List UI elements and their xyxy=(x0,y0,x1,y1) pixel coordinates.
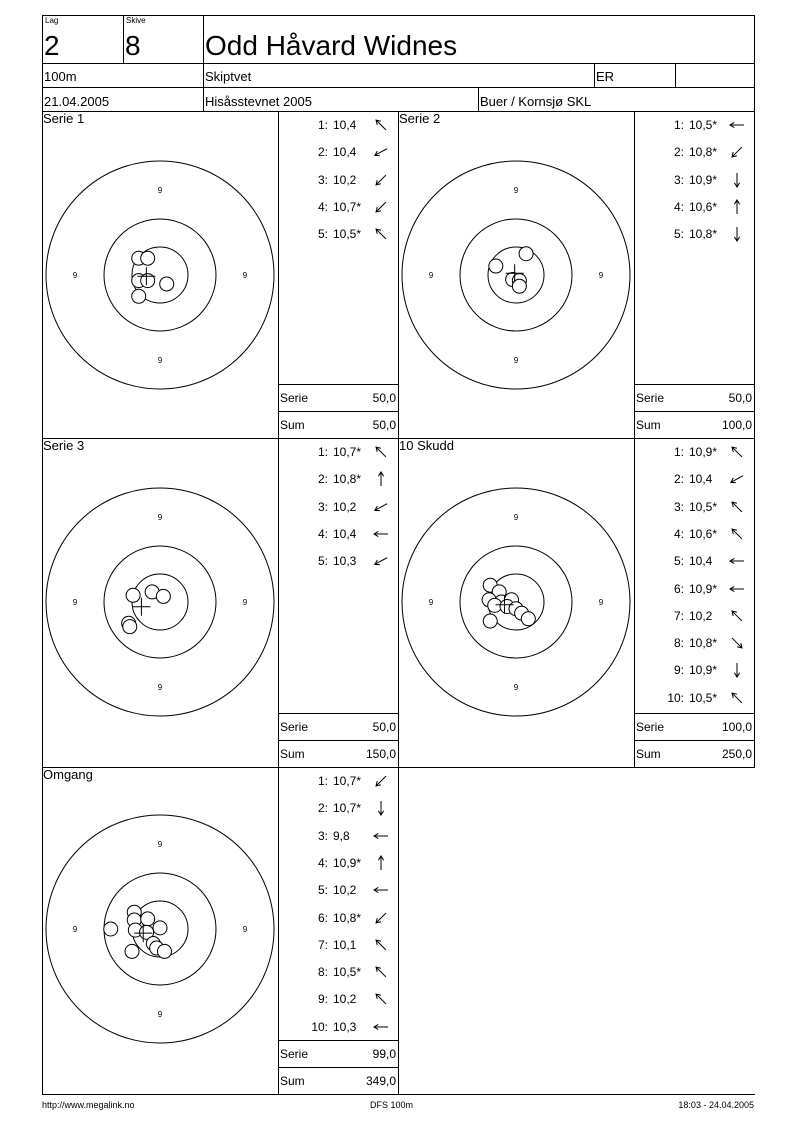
shot-score: 10,2 xyxy=(689,608,713,623)
shot-direction-arrow-icon xyxy=(371,226,391,242)
footer-timestamp: 18:03 - 24.04.2005 xyxy=(678,1100,754,1110)
sum-value: 250,0 xyxy=(721,747,752,761)
shot-number: 5: xyxy=(317,227,328,242)
shot-score: 10,8* xyxy=(689,227,718,242)
shot-hole xyxy=(104,922,118,936)
shot-direction-arrow-icon xyxy=(371,444,391,460)
shot-direction-arrow-icon xyxy=(371,800,391,816)
ring-label: 9 xyxy=(513,186,519,195)
shot-direction-arrow-icon xyxy=(727,144,747,160)
shot-direction-arrow-icon xyxy=(727,499,747,515)
shot-score: 10,9* xyxy=(689,172,718,187)
lag-value: 2 xyxy=(44,30,60,61)
sum-label: Sum xyxy=(636,418,661,432)
shot-score: 10,6* xyxy=(689,526,718,541)
shot-number: 2: xyxy=(673,472,684,487)
shot-direction-arrow-icon xyxy=(371,910,391,926)
ring-label: 9 xyxy=(598,271,604,280)
shot-hole xyxy=(519,247,533,261)
shot-score: 9,8 xyxy=(333,828,350,843)
shot-direction-arrow-icon xyxy=(727,581,747,597)
skive-label: Skive xyxy=(126,16,146,25)
shot-number: 3: xyxy=(673,172,684,187)
shot-score: 10,8* xyxy=(689,145,718,160)
shot-direction-arrow-icon xyxy=(371,964,391,980)
shot-number: 7: xyxy=(317,937,328,952)
shot-direction-arrow-icon xyxy=(371,117,391,133)
shot-direction-arrow-icon xyxy=(727,690,747,706)
shot-hole xyxy=(126,588,140,602)
shot-number: 3: xyxy=(673,499,684,514)
sum-value: 100,0 xyxy=(721,418,752,432)
shot-direction-arrow-icon xyxy=(371,1019,391,1035)
shot-number: 2: xyxy=(673,145,684,160)
shot-number: 9: xyxy=(317,992,328,1007)
shot-score: 10,5* xyxy=(689,118,718,132)
sum-label: Sum xyxy=(280,1074,305,1088)
shot-number: 4: xyxy=(673,526,684,541)
shot-score: 10,3 xyxy=(333,1019,357,1034)
sum-value: 150,0 xyxy=(365,747,396,761)
shot-score: 10,4 xyxy=(333,526,357,541)
ring-label: 9 xyxy=(157,186,163,195)
panel-title: Serie 2 xyxy=(399,111,441,126)
shot-hole xyxy=(489,259,503,273)
serie-value: 99,0 xyxy=(372,1047,396,1061)
shot-number: 3: xyxy=(317,499,328,514)
shot-score: 10,5* xyxy=(333,227,362,242)
sum-value: 349,0 xyxy=(365,1074,396,1088)
shot-number: 1: xyxy=(673,118,684,132)
shot-direction-arrow-icon xyxy=(727,226,747,242)
shot-number: 4: xyxy=(317,526,328,541)
shot-number: 8: xyxy=(317,965,328,980)
ring-label: 9 xyxy=(513,356,519,365)
shot-number: 1: xyxy=(317,118,328,132)
shot-score: 10,7* xyxy=(333,801,362,816)
ring-label: 9 xyxy=(72,925,78,934)
shot-score: 10,2 xyxy=(333,172,357,187)
shot-direction-arrow-icon xyxy=(371,499,391,515)
shot-direction-arrow-icon xyxy=(371,828,391,844)
serie-value: 50,0 xyxy=(372,391,396,405)
shot-score: 10,8* xyxy=(689,636,718,651)
serie-value: 50,0 xyxy=(372,720,396,734)
shot-score: 10,9* xyxy=(689,663,718,678)
footer-url: http://www.megalink.no xyxy=(42,1100,135,1110)
shot-score: 10,2 xyxy=(333,992,357,1007)
serie-value: 50,0 xyxy=(728,391,752,405)
shot-number: 10: xyxy=(667,690,684,705)
shot-score: 10,7* xyxy=(333,199,362,214)
ring-label: 9 xyxy=(157,683,163,692)
shot-number: 3: xyxy=(317,828,328,843)
ring-label: 9 xyxy=(428,271,434,280)
shot-score: 10,4 xyxy=(689,472,713,487)
shot-direction-arrow-icon xyxy=(727,199,747,215)
ring-label: 9 xyxy=(513,683,519,692)
shooting-target xyxy=(40,482,280,722)
shot-score: 10,2 xyxy=(333,499,357,514)
shot-hole xyxy=(483,614,497,628)
shot-hole xyxy=(157,944,171,958)
shot-direction-arrow-icon xyxy=(371,144,391,160)
serie-value: 100,0 xyxy=(721,720,752,734)
panel-title: Omgang xyxy=(43,767,93,782)
ring-label: 9 xyxy=(428,598,434,607)
shot-direction-arrow-icon xyxy=(371,526,391,542)
shot-score: 10,4 xyxy=(333,145,357,160)
event-name: Hisåsstevnet 2005 xyxy=(205,94,312,109)
shot-number: 5: xyxy=(673,554,684,569)
shot-hole xyxy=(141,912,155,926)
shot-number: 7: xyxy=(673,608,684,623)
shot-direction-arrow-icon xyxy=(371,937,391,953)
shot-hole xyxy=(488,598,502,612)
shot-score: 10,6* xyxy=(689,199,718,214)
shooting-target xyxy=(396,482,636,722)
shot-score: 10,9* xyxy=(689,581,718,596)
shot-number: 5: xyxy=(317,883,328,898)
shot-direction-arrow-icon xyxy=(727,172,747,188)
shot-direction-arrow-icon xyxy=(727,635,747,651)
shot-number: 8: xyxy=(673,636,684,651)
shot-direction-arrow-icon xyxy=(371,471,391,487)
shot-score: 10,4 xyxy=(689,554,713,569)
shot-hole xyxy=(160,277,174,291)
shot-direction-arrow-icon xyxy=(727,608,747,624)
shooting-target xyxy=(40,809,280,1049)
ring-label: 9 xyxy=(242,925,248,934)
target-ring xyxy=(46,161,274,389)
shot-score: 10,5* xyxy=(689,499,718,514)
shot-hole xyxy=(123,620,137,634)
shot-number: 5: xyxy=(317,554,328,569)
skive-value: 8 xyxy=(125,30,141,61)
shot-number: 3: xyxy=(317,172,328,187)
target-ring xyxy=(104,219,216,331)
shot-direction-arrow-icon xyxy=(727,444,747,460)
shot-number: 1: xyxy=(673,445,684,459)
shot-score: 10,4 xyxy=(333,118,357,132)
ring-label: 9 xyxy=(242,598,248,607)
shot-number: 4: xyxy=(317,199,328,214)
shot-score: 10,5* xyxy=(689,690,718,705)
serie-label: Serie xyxy=(636,391,665,405)
serie-label: Serie xyxy=(280,720,309,734)
club-place: Skiptvet xyxy=(205,69,252,84)
ring-label: 9 xyxy=(72,271,78,280)
shooting-target xyxy=(396,155,636,395)
ring-label: 9 xyxy=(157,513,163,522)
shot-score: 10,9* xyxy=(689,445,718,459)
shot-hole xyxy=(141,251,155,265)
shot-number: 2: xyxy=(317,472,328,487)
panel-title: Serie 1 xyxy=(43,111,85,126)
shot-direction-arrow-icon xyxy=(371,553,391,569)
ring-label: 9 xyxy=(242,271,248,280)
ring-label: 9 xyxy=(157,1010,163,1019)
ring-label: 9 xyxy=(157,840,163,849)
ring-label: 9 xyxy=(598,598,604,607)
shot-score: 10,2 xyxy=(333,883,357,898)
page-bottom-rule xyxy=(42,1094,755,1095)
sum-label: Sum xyxy=(280,747,305,761)
shot-number: 4: xyxy=(317,855,328,870)
shot-number: 6: xyxy=(673,581,684,596)
shot-score: 10,3 xyxy=(333,554,357,569)
shot-direction-arrow-icon xyxy=(727,553,747,569)
shot-direction-arrow-icon xyxy=(371,855,391,871)
shot-number: 5: xyxy=(673,227,684,242)
shot-direction-arrow-icon xyxy=(371,199,391,215)
lag-label: Lag xyxy=(45,16,59,25)
shot-number: 1: xyxy=(317,445,328,459)
shot-score: 10,9* xyxy=(333,855,362,870)
shot-direction-arrow-icon xyxy=(727,662,747,678)
shot-score: 10,8* xyxy=(333,472,362,487)
shot-number: 9: xyxy=(673,663,684,678)
blank-cell xyxy=(675,63,755,88)
shot-hole xyxy=(132,289,146,303)
shot-hole xyxy=(153,921,167,935)
shot-direction-arrow-icon xyxy=(371,882,391,898)
shot-number: 6: xyxy=(317,910,328,925)
serie-label: Serie xyxy=(280,1047,309,1061)
sum-label: Sum xyxy=(280,418,305,432)
ring-label: 9 xyxy=(72,598,78,607)
shooting-target xyxy=(40,155,280,395)
shot-score: 10,8* xyxy=(333,910,362,925)
shot-number: 1: xyxy=(317,774,328,788)
shot-direction-arrow-icon xyxy=(371,991,391,1007)
shot-direction-arrow-icon xyxy=(371,773,391,789)
shot-number: 4: xyxy=(673,199,684,214)
serie-label: Serie xyxy=(636,720,665,734)
class: ER xyxy=(596,69,615,84)
distance: 100m xyxy=(44,69,77,84)
sum-value: 50,0 xyxy=(372,418,396,432)
shot-direction-arrow-icon xyxy=(371,172,391,188)
shot-hole xyxy=(521,612,535,626)
shot-score: 10,1 xyxy=(333,937,357,952)
panel-title: 10 Skudd xyxy=(399,438,454,453)
shot-score: 10,5* xyxy=(333,965,362,980)
shooting-range: Buer / Kornsjø SKL xyxy=(480,94,592,109)
panel-title: Serie 3 xyxy=(43,438,85,453)
footer-program: DFS 100m xyxy=(370,1100,414,1110)
shot-number: 2: xyxy=(317,145,328,160)
shot-score: 10,7* xyxy=(333,445,362,459)
shot-direction-arrow-icon xyxy=(727,526,747,542)
ring-label: 9 xyxy=(157,356,163,365)
shot-hole xyxy=(125,944,139,958)
shot-direction-arrow-icon xyxy=(727,471,747,487)
date: 21.04.2005 xyxy=(44,94,110,109)
shooter-name: Odd Håvard Widnes xyxy=(205,30,458,61)
shot-number: 10: xyxy=(311,1019,328,1034)
shot-hole xyxy=(141,274,155,288)
shot-score: 10,7* xyxy=(333,774,362,788)
serie-label: Serie xyxy=(280,391,309,405)
shot-hole xyxy=(156,589,170,603)
sum-label: Sum xyxy=(636,747,661,761)
shot-direction-arrow-icon xyxy=(727,117,747,133)
ring-label: 9 xyxy=(513,513,519,522)
shot-number: 2: xyxy=(317,801,328,816)
club-cell xyxy=(203,63,595,88)
